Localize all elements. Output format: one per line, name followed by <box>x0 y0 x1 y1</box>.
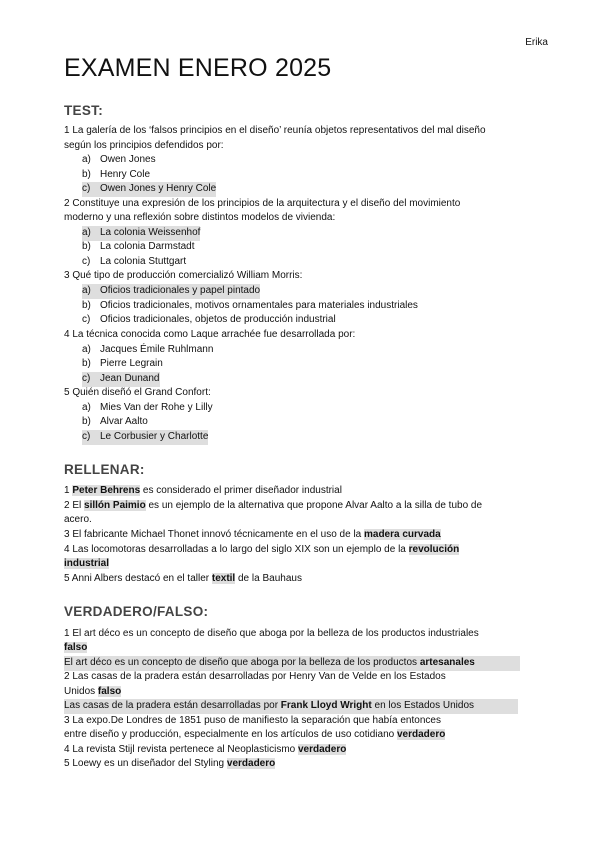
question-5-option-b: b) Alvar Aalto <box>82 416 148 427</box>
fill-2: 2 El sillón Paimio es un ejemplo de la alternativa que propone Alvar Aalto a la silla de tubo de <box>64 500 483 511</box>
question-2-text: 2 Constituye una expresión de los principios de la arquitectura y el diseño del movimiento <box>64 198 461 209</box>
section-heading-test: TEST: <box>64 103 104 118</box>
tf-2-correction-answer: Frank Lloyd Wright <box>280 700 372 711</box>
fill-4-answer-cont: industrial <box>64 558 110 569</box>
section-heading-rellenar: RELLENAR: <box>64 462 145 477</box>
fill-3: 3 El fabricante Michael Thonet innovó técnicamente en el uso de la madera curvada <box>64 529 441 540</box>
tf-3: 3 La expo.De Londres de 1851 puso de manifiesto la separación que había entonces <box>64 715 441 726</box>
question-3-option-c: c) Oficios tradicionales, objetos de producción industrial <box>82 314 336 325</box>
question-1-option-b: b) Henry Cole <box>82 169 151 180</box>
question-1-text-cont: según los principios defendidos por: <box>64 140 224 151</box>
question-3-option-a-correct: a) Oficios tradicionales y papel pintado <box>82 284 260 299</box>
question-1-option-c-correct: c) Owen Jones y Henry Cole <box>82 182 216 197</box>
tf-1-answer-line <box>64 641 544 656</box>
fill-3-answer: madera curvada <box>364 529 441 540</box>
tf-2-cont: Unidos falso <box>64 686 122 697</box>
tf-2: 2 Las casas de la pradera están desarrolladas por Henry Van de Velde en los Estados <box>64 671 446 682</box>
tf-5-answer: verdadero <box>226 758 276 769</box>
fill-2-answer: sillón Paimio <box>84 500 146 511</box>
question-4-option-c-correct: c) Jean Dunand <box>82 372 160 387</box>
question-3-text: 3 Qué tipo de producción comercializó William Morris: <box>64 270 303 281</box>
question-2-option-c: c) La colonia Stuttgart <box>82 256 187 267</box>
tf-4-answer: verdadero <box>298 744 347 755</box>
question-4-text: 4 La técnica conocida como Laque arrachée fue desarrollada por: <box>64 329 356 340</box>
question-4-option-b: b) Pierre Legrain <box>82 358 163 369</box>
question-2-option-b: b) La colonia Darmstadt <box>82 241 195 252</box>
fill-4: 4 Las locomotoras desarrolladas a lo largo del siglo XIX son un ejemplo de la revolución <box>64 544 460 555</box>
question-5-option-c-correct: c) Le Corbusier y Charlotte <box>82 430 208 445</box>
question-4-option-a: a) Jacques Émile Ruhlmann <box>82 344 214 355</box>
page-title: EXAMEN ENERO 2025 <box>64 54 332 82</box>
question-5-text: 5 Quién diseñó el Grand Confort: <box>64 387 211 398</box>
tf-1-answer: falso <box>64 642 88 653</box>
fill-4-cont <box>64 557 544 572</box>
tf-3-cont: entre diseño y producción, especialmente en los artículos de uso cotidiano verdadero <box>64 729 446 740</box>
fill-5: 5 Anni Albers destacó en el taller textil de la Bauhaus <box>64 573 302 584</box>
author-name: Erika <box>525 37 548 48</box>
fill-4-answer: revolución <box>408 544 460 555</box>
tf-2-correction: Las casas de la pradera están desarrolladas por Frank Lloyd Wright en los Estados Unidos <box>64 699 518 714</box>
tf-5: 5 Loewy es un diseñador del Styling verdadero <box>64 758 276 769</box>
tf-4: 4 La revista Stijl revista pertenece al Neoplasticismo verdadero <box>64 744 347 755</box>
question-1-text: 1 La galería de los ‘falsos principios en el diseño’ reunía objetos representativos del mal diseño <box>64 125 486 136</box>
question-2-option-a-correct: a) La colonia Weissenhof <box>82 226 200 241</box>
fill-2-cont: acero. <box>64 514 92 525</box>
tf-2-answer: falso <box>97 686 122 697</box>
tf-1-correction: El art déco es un concepto de diseño que aboga por la belleza de los productos artesanales <box>64 656 520 671</box>
tf-3-answer: verdadero <box>396 729 446 740</box>
fill-5-answer: textil <box>211 573 236 584</box>
question-1-option-a: a) Owen Jones <box>82 154 156 165</box>
question-2-text-cont: moderno y una reflexión sobre distintos modelos de vivienda: <box>64 212 336 223</box>
fill-1-answer: Peter Behrens <box>72 485 141 496</box>
question-3-option-b: b) Oficios tradicionales, motivos ornamentales para materiales industriales <box>82 300 418 311</box>
tf-1-correction-answer: artesanales <box>419 657 475 668</box>
tf-1: 1 El art déco es un concepto de diseño que aboga por la belleza de los productos industriales <box>64 628 479 639</box>
fill-1: 1 Peter Behrens es considerado el primer diseñador industrial <box>64 485 342 496</box>
question-5-option-a: a) Mies Van der Rohe y Lilly <box>82 402 213 413</box>
section-heading-verdadero-falso: VERDADERO/FALSO: <box>64 604 209 619</box>
